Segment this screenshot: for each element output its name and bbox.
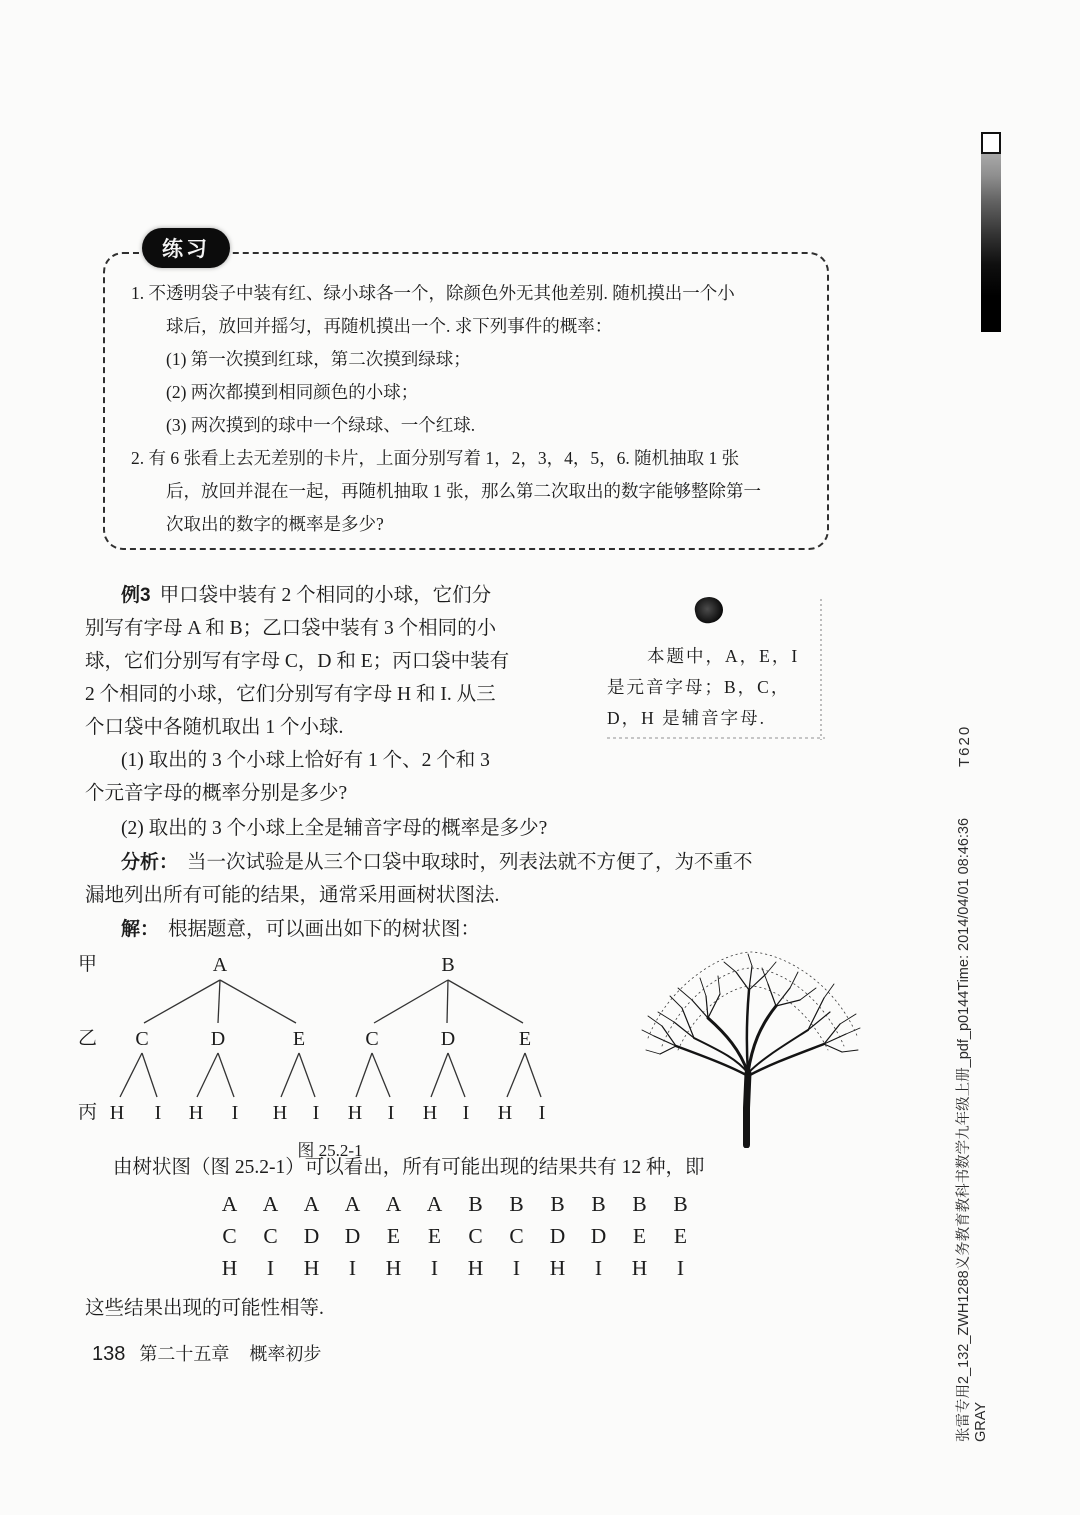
outcome-letter: E	[632, 1224, 647, 1248]
results-closing: 这些结果出现的可能性相等.	[85, 1298, 324, 1319]
tree-node: H	[109, 1102, 125, 1124]
example-line-text: 别写有字母 A 和 B；乙口袋中装有 3 个相同的小	[85, 618, 497, 639]
tree-node: I	[154, 1102, 162, 1124]
outcome-letter: D	[303, 1224, 320, 1248]
tree-node: I	[538, 1102, 546, 1124]
tree-node: I	[462, 1102, 470, 1124]
outcome-letter: I	[266, 1256, 275, 1280]
example-line	[85, 711, 617, 744]
example-line-text: 个元音字母的概率分别是多少?	[85, 783, 348, 804]
page-footer	[92, 1340, 321, 1366]
outcome-letter: B	[673, 1192, 688, 1216]
tree-node: H	[497, 1102, 513, 1124]
scan-watermark	[956, 818, 989, 1442]
calibration-strip	[981, 132, 1001, 332]
tree-node: E	[518, 1028, 532, 1050]
margin-note-line: 本题中，A，E，I	[647, 646, 800, 666]
example-line	[85, 645, 617, 678]
outcome-letter: C	[222, 1224, 237, 1248]
exercise-line: 1. 不透明袋子中装有红、绿小球各一个，除颜色外无其他差别. 随机摸出一个小	[131, 283, 735, 303]
tree-illustration	[618, 938, 888, 1153]
solution-label: 解：	[121, 918, 160, 940]
example-line	[85, 812, 865, 846]
section-title: 概率初步	[249, 1344, 322, 1364]
margin-note-border-bottom	[607, 737, 825, 739]
outcome-row	[209, 1224, 701, 1256]
note-seal-icon	[693, 594, 726, 625]
exercise-line: 后，放回并混在一起，再随机抽取 1 张，那么第二次取出的数字能够整除第一	[166, 481, 761, 501]
results-intro: 由树状图（图 25.2-1）可以看出，所有可能出现的结果共有 12 种，即	[113, 1157, 705, 1178]
outcome-letter: A	[262, 1192, 279, 1216]
example-line-text: 2 个相同的小球，它们分别写有字母 H 和 I. 从三	[85, 684, 496, 705]
outcome-letter: B	[468, 1192, 483, 1216]
outcome-letter: A	[221, 1192, 238, 1216]
tree-node: I	[387, 1102, 395, 1124]
outcome-letter: H	[467, 1256, 484, 1280]
scanner-code: T620	[956, 724, 973, 767]
example-line	[85, 579, 617, 612]
exercise-line: (3) 两次摸到的球中一个绿球、一个红球.	[166, 415, 476, 435]
outcome-letter: H	[549, 1256, 566, 1280]
example-line-text: 当一次试验是从三个口袋中取球时，列表法就不方便了，为不重不	[187, 851, 753, 873]
example-line	[85, 777, 617, 810]
tree-node: B	[441, 954, 455, 976]
outcome-letter: I	[512, 1256, 521, 1280]
watermark-text: 张雷专用2_132_ZWH1288义务教育教科书数学九年级上册_pdf_p0144Time: 2014/04/01 08:46:36	[956, 817, 972, 1442]
exercise-line: (1) 第一次摸到红球，第二次摸到绿球；	[166, 349, 471, 369]
analysis-label: 分析：	[121, 851, 179, 873]
outcome-letter: A	[344, 1192, 361, 1216]
exercise-line: 次取出的数字的概率是多少?	[166, 514, 384, 534]
tree-level-label: 丙	[78, 1102, 98, 1123]
outcome-letter: A	[385, 1192, 402, 1216]
outcome-letter: H	[303, 1256, 320, 1280]
outcome-letter: I	[430, 1256, 439, 1280]
outcome-row	[209, 1192, 701, 1224]
outcome-row	[209, 1256, 701, 1288]
tree-node: I	[231, 1102, 239, 1124]
example-line-text: (2) 取出的 3 个小球上全是辅音字母的概率是多少?	[121, 818, 548, 839]
example-line	[85, 678, 617, 711]
example-line-text: 甲口袋中装有 2 个相同的小球，它们分	[159, 585, 492, 606]
margin-note-line: 是元音字母；B，C，	[607, 677, 791, 697]
watermark-color-label: GRAY	[972, 1401, 989, 1442]
example-line	[85, 744, 617, 777]
calibration-white-patch	[981, 132, 1001, 154]
chapter-title: 第二十五章	[139, 1344, 230, 1364]
probability-tree-diagram	[78, 952, 638, 1132]
outcome-letter: B	[591, 1192, 606, 1216]
outcome-letter: B	[632, 1192, 647, 1216]
example-line-text: 球，它们分别写有字母 C，D 和 E；丙口袋中装有	[85, 651, 510, 672]
tree-node: H	[422, 1102, 438, 1124]
outcome-letter: B	[550, 1192, 565, 1216]
tree-level-label: 甲	[78, 954, 98, 975]
margin-note-line: D，H 是辅音字母.	[607, 708, 767, 728]
outcome-letter: C	[263, 1224, 278, 1248]
exercise-line: 2. 有 6 张看上去无差别的卡片，上面分别写着 1，2，3，4，5，6. 随机抽取 1 张	[131, 448, 740, 468]
exercise-label-badge: 练习	[142, 228, 230, 268]
tree-level-label: 乙	[78, 1028, 98, 1049]
tree-node: H	[347, 1102, 363, 1124]
outcome-letter: H	[385, 1256, 402, 1280]
outcome-letter: D	[549, 1224, 566, 1248]
margin-note	[607, 641, 831, 734]
tree-node: D	[210, 1028, 226, 1050]
outcome-letter: C	[468, 1224, 483, 1248]
tree-node: H	[188, 1102, 204, 1124]
figure-caption: 图 25.2-1	[297, 1141, 363, 1160]
outcome-letter: D	[344, 1224, 361, 1248]
tree-node: C	[365, 1028, 379, 1050]
example3-text	[85, 579, 617, 810]
outcome-letter: A	[426, 1192, 443, 1216]
outcome-letter: H	[631, 1256, 648, 1280]
outcome-letter: I	[676, 1256, 685, 1280]
example-label: 例3	[121, 585, 151, 606]
outcome-letter: I	[594, 1256, 603, 1280]
example-line-text: 个口袋中各随机取出 1 个小球.	[85, 717, 344, 738]
outcome-letter: D	[590, 1224, 607, 1248]
tree-node: A	[212, 954, 228, 976]
outcome-letter: C	[509, 1224, 524, 1248]
exercise-text	[131, 277, 819, 541]
example-line	[85, 879, 865, 913]
outcome-letter: E	[673, 1224, 688, 1248]
example-line-text: 漏地列出所有可能的结果，通常采用画树状图法.	[85, 885, 500, 906]
margin-note-border-right	[820, 599, 822, 740]
calibration-gray-ramp	[981, 154, 1001, 332]
example3-analysis-text	[85, 812, 865, 946]
example-line-text: 根据题意，可以画出如下的树状图：	[168, 918, 481, 940]
tree-node: C	[135, 1028, 149, 1050]
tree-node: H	[272, 1102, 288, 1124]
outcome-letter: B	[509, 1192, 524, 1216]
tree-node: D	[440, 1028, 456, 1050]
page-number: 138	[92, 1343, 126, 1365]
outcome-letter: E	[427, 1224, 442, 1248]
example-line	[85, 846, 865, 880]
tree-node: I	[312, 1102, 320, 1124]
outcome-letter: A	[303, 1192, 320, 1216]
tree-node: E	[292, 1028, 306, 1050]
outcome-letter: I	[348, 1256, 357, 1280]
example-line	[85, 612, 617, 645]
exercise-line: (2) 两次都摸到相同颜色的小球；	[166, 382, 419, 402]
example-line-text: (1) 取出的 3 个小球上恰好有 1 个、2 个和 3	[121, 750, 490, 771]
outcome-letter: E	[386, 1224, 401, 1248]
outcome-letter: H	[221, 1256, 238, 1280]
exercise-line: 球后，放回并摇匀，再随机摸出一个. 求下列事件的概率：	[166, 316, 613, 336]
outcome-letter-grid	[209, 1192, 701, 1288]
